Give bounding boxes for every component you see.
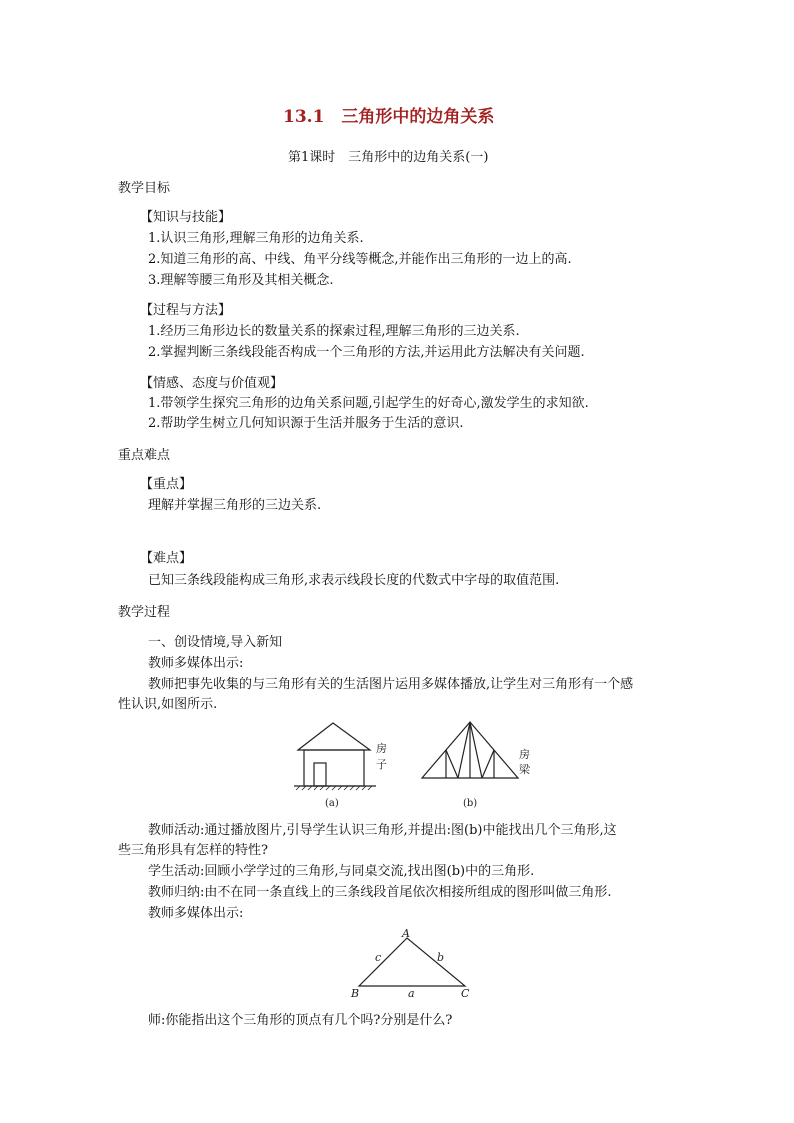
vertex-a-label: A <box>402 927 410 940</box>
house-label: 房 <box>376 742 387 755</box>
lesson-subtitle: 第1课时 三角形中的边角关系(一) <box>288 150 489 165</box>
paragraph: 师:你能指出这个三角形的顶点有几个吗?分别是什么? <box>148 1013 453 1028</box>
difficulty-text: 已知三条线段能构成三角形,求表示线段长度的代数式中字母的取值范围. <box>148 573 560 588</box>
paragraph: 教师归纳:由不在同一条直线上的三条线段首尾依次相接所组成的图形叫做三角形. <box>148 885 612 900</box>
paragraph: 性认识,如图所示. <box>118 697 218 712</box>
focus-heading: 【重点】 <box>140 477 193 492</box>
knowledge-item: 3.理解等腰三角形及其相关概念. <box>148 273 334 288</box>
knowledge-item: 1.认识三角形,理解三角形的边角关系. <box>148 231 364 246</box>
step-heading: 一、创设情境,导入新知 <box>148 635 283 650</box>
process-method-item: 1.经历三角形边长的数量关系的探索过程,理解三角形的三边关系. <box>148 324 520 339</box>
vertex-b-label: B <box>351 987 360 1000</box>
difficulty-heading: 【难点】 <box>140 551 193 566</box>
paragraph: 教师多媒体出示: <box>148 656 244 671</box>
focus-text: 理解并掌握三角形的三边关系. <box>148 498 322 513</box>
triangle-abc-figure <box>345 926 475 1002</box>
house-roof <box>298 723 370 750</box>
house-beam-figure <box>290 718 540 810</box>
side-a-label: a <box>408 987 415 1000</box>
knowledge-item: 2.知道三角形的高、中线、角平分线等概念,并能作出三角形的一边上的高. <box>148 252 572 267</box>
emotion-item: 1.带领学生探究三角形的边角关系问题,引起学生的好奇心,激发学生的求知欲. <box>148 396 589 411</box>
emotion-item: 2.帮助学生树立几何知识源于生活并服务于生活的意识. <box>148 416 464 431</box>
paragraph: 教师活动:通过播放图片,引导学生认识三角形,并提出:图(b)中能找出几个三角形,这 <box>148 823 617 838</box>
side-c-label: c <box>375 951 382 964</box>
house-door <box>314 763 326 786</box>
knowledge-heading: 【知识与技能】 <box>140 210 232 225</box>
vertex-c-label: C <box>461 987 470 1000</box>
house-walls <box>304 750 364 786</box>
house-label: 子 <box>376 758 387 771</box>
process-method-heading: 【过程与方法】 <box>140 303 232 318</box>
beam-label: 梁 <box>519 763 530 776</box>
caption-a: (a) <box>325 798 339 809</box>
process-method-item: 2.掌握判断三条线段能否构成一个三角形的方法,并运用此方法解决有关问题. <box>148 345 585 360</box>
emotion-heading: 【情感、态度与价值观】 <box>140 376 284 391</box>
beam-label: 房 <box>519 748 530 761</box>
side-b-label: b <box>437 951 445 964</box>
caption-b: (b) <box>463 798 478 809</box>
paragraph: 学生活动:回顾小学学过的三角形,与同桌交流,找出图(b)中的三角形. <box>148 864 535 879</box>
process-heading: 教学过程 <box>118 605 171 620</box>
paragraph: 教师把事先收集的与三角形有关的生活图片运用多媒体播放,让学生对三角形有一个感 <box>148 677 634 692</box>
key-points-heading: 重点难点 <box>118 448 171 463</box>
objectives-heading: 教学目标 <box>118 181 171 196</box>
paragraph: 教师多媒体出示: <box>148 906 244 921</box>
paragraph: 些三角形具有怎样的特性? <box>118 843 268 858</box>
page-title: 13.1 三角形中的边角关系 <box>283 107 495 127</box>
